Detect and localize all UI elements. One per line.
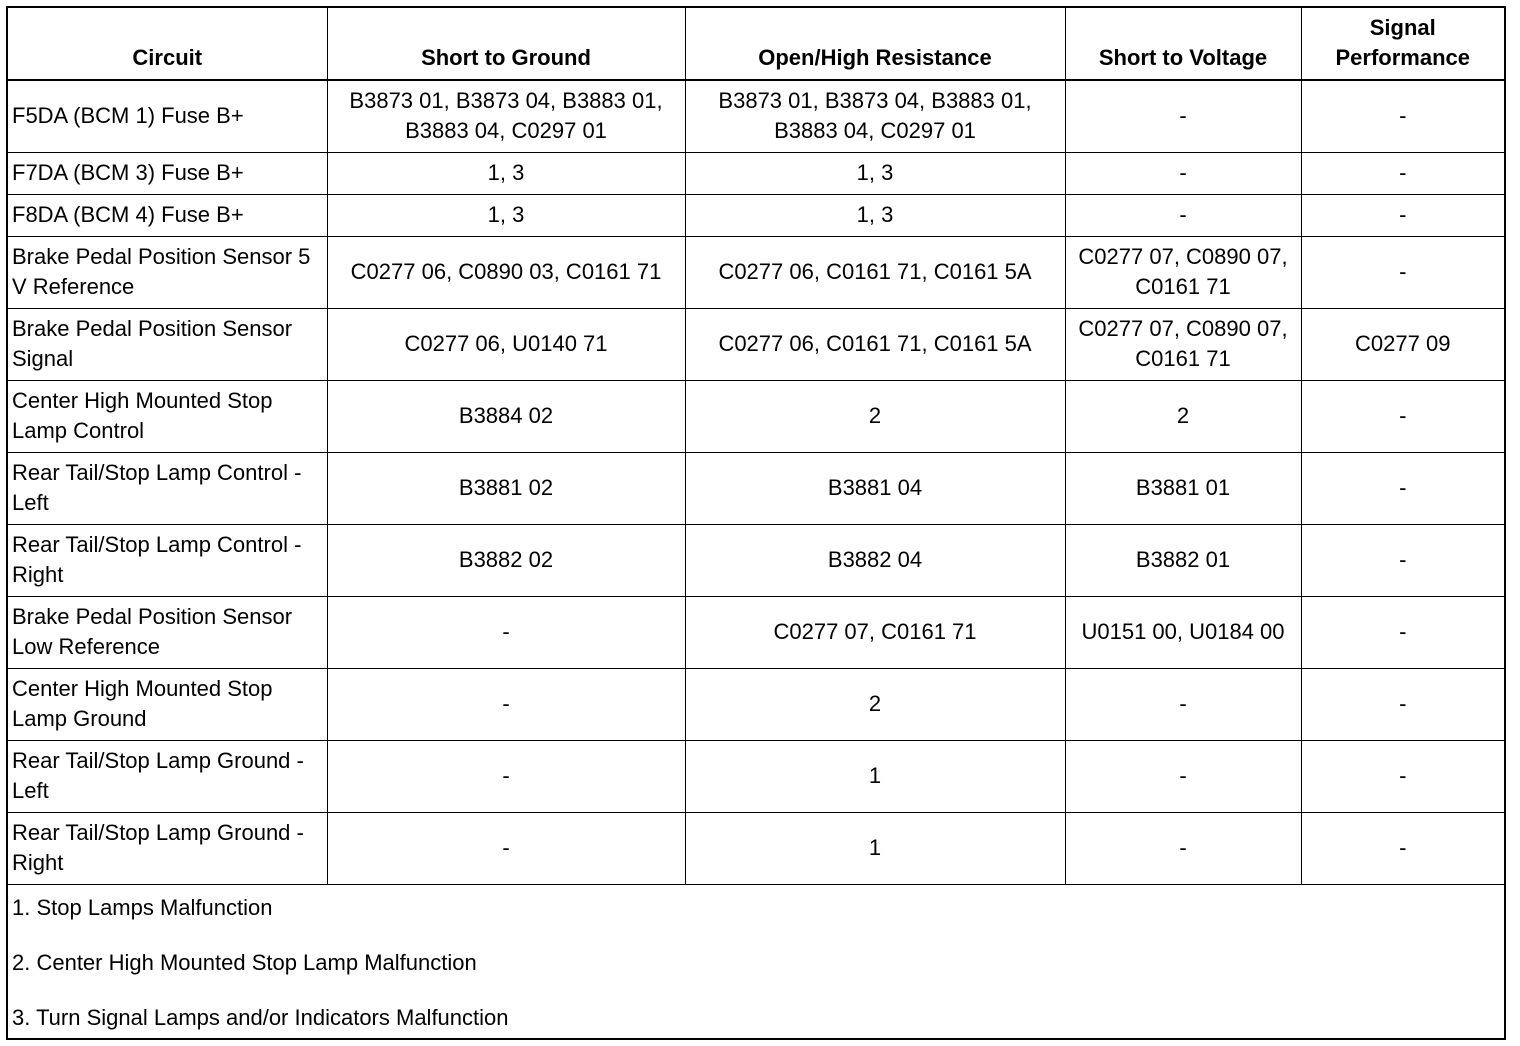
signal-performance-cell: - [1301, 452, 1504, 524]
signal-performance-cell: - [1301, 524, 1504, 596]
circuit-cell: Rear Tail/Stop Lamp Ground - Right [8, 812, 327, 884]
circuit-cell: F5DA (BCM 1) Fuse B+ [8, 80, 327, 152]
header-short-to-ground: Short to Ground [327, 8, 685, 80]
open-high-resistance-cell: B3873 01, B3873 04, B3883 01, B3883 04, C0297 01 [685, 80, 1065, 152]
circuit-cell: Rear Tail/Stop Lamp Control - Left [8, 452, 327, 524]
table-row [8, 596, 1504, 668]
footnote-2: 2. Center High Mounted Stop Lamp Malfunction [12, 949, 477, 975]
short-to-ground-cell: B3884 02 [327, 380, 685, 452]
table-row [8, 524, 1504, 596]
short-to-ground-cell: - [327, 740, 685, 812]
signal-performance-cell: - [1301, 236, 1504, 308]
circuit-cell: F8DA (BCM 4) Fuse B+ [8, 194, 327, 236]
open-high-resistance-cell: 2 [685, 668, 1065, 740]
table-row [8, 194, 1504, 236]
short-to-ground-cell: - [327, 596, 685, 668]
table-row [8, 452, 1504, 524]
short-to-voltage-cell: 2 [1065, 380, 1301, 452]
header-open-high-resistance: Open/High Resistance [685, 8, 1065, 80]
signal-performance-cell: - [1301, 668, 1504, 740]
short-to-ground-cell: B3881 02 [327, 452, 685, 524]
circuit-cell: Rear Tail/Stop Lamp Ground - Left [8, 740, 327, 812]
short-to-voltage-cell: B3882 01 [1065, 524, 1301, 596]
table-row [8, 80, 1504, 152]
open-high-resistance-cell: 1 [685, 812, 1065, 884]
table-row [8, 152, 1504, 194]
circuit-cell: F7DA (BCM 3) Fuse B+ [8, 152, 327, 194]
header-signal-performance: Signal Performance [1301, 8, 1504, 80]
footnote-1: 1. Stop Lamps Malfunction [12, 894, 273, 920]
circuit-cell: Center High Mounted Stop Lamp Ground [8, 668, 327, 740]
short-to-ground-cell: C0277 06, U0140 71 [327, 308, 685, 380]
short-to-voltage-cell: - [1065, 194, 1301, 236]
circuit-cell: Brake Pedal Position Sensor Low Reference [8, 596, 327, 668]
signal-performance-cell: - [1301, 80, 1504, 152]
open-high-resistance-cell: B3881 04 [685, 452, 1065, 524]
open-high-resistance-cell: 1, 3 [685, 194, 1065, 236]
table-row [8, 740, 1504, 812]
short-to-voltage-cell: C0277 07, C0890 07, C0161 71 [1065, 308, 1301, 380]
short-to-ground-cell: B3882 02 [327, 524, 685, 596]
table-row [8, 236, 1504, 308]
open-high-resistance-cell: C0277 06, C0161 71, C0161 5A [685, 308, 1065, 380]
short-to-voltage-cell: - [1065, 152, 1301, 194]
header-row [8, 8, 1504, 80]
short-to-ground-cell: B3873 01, B3873 04, B3883 01, B3883 04, C0297 01 [327, 80, 685, 152]
signal-performance-cell: C0277 09 [1301, 308, 1504, 380]
open-high-resistance-cell: 2 [685, 380, 1065, 452]
table-row [8, 308, 1504, 380]
short-to-voltage-cell: - [1065, 668, 1301, 740]
signal-performance-cell: - [1301, 812, 1504, 884]
short-to-voltage-cell: - [1065, 812, 1301, 884]
short-to-ground-cell: - [327, 812, 685, 884]
circuit-cell: Center High Mounted Stop Lamp Control [8, 380, 327, 452]
header-circuit: Circuit [8, 8, 327, 80]
open-high-resistance-cell: C0277 07, C0161 71 [685, 596, 1065, 668]
signal-performance-cell: - [1301, 152, 1504, 194]
circuit-cell: Brake Pedal Position Sensor Signal [8, 308, 327, 380]
short-to-ground-cell: - [327, 668, 685, 740]
short-to-voltage-cell: U0151 00, U0184 00 [1065, 596, 1301, 668]
table-row [8, 668, 1504, 740]
footnote-3: 3. Turn Signal Lamps and/or Indicators Malfunction [12, 1004, 509, 1030]
short-to-ground-cell: C0277 06, C0890 03, C0161 71 [327, 236, 685, 308]
signal-performance-cell: - [1301, 194, 1504, 236]
open-high-resistance-cell: 1, 3 [685, 152, 1065, 194]
signal-performance-cell: - [1301, 740, 1504, 812]
short-to-ground-cell: 1, 3 [327, 152, 685, 194]
open-high-resistance-cell: 1 [685, 740, 1065, 812]
short-to-voltage-cell: B3881 01 [1065, 452, 1301, 524]
open-high-resistance-cell: B3882 04 [685, 524, 1065, 596]
circuit-cell: Rear Tail/Stop Lamp Control - Right [8, 524, 327, 596]
table-row [8, 812, 1504, 884]
short-to-voltage-cell: - [1065, 80, 1301, 152]
open-high-resistance-cell: C0277 06, C0161 71, C0161 5A [685, 236, 1065, 308]
short-to-voltage-cell: C0277 07, C0890 07, C0161 71 [1065, 236, 1301, 308]
dtc-table-frame [6, 6, 1506, 1040]
table-row [8, 380, 1504, 452]
short-to-voltage-cell: - [1065, 740, 1301, 812]
short-to-ground-cell: 1, 3 [327, 194, 685, 236]
footnotes [8, 885, 1504, 1041]
dtc-symptom-table [8, 8, 1504, 885]
signal-performance-cell: - [1301, 380, 1504, 452]
signal-performance-cell: - [1301, 596, 1504, 668]
circuit-cell: Brake Pedal Position Sensor 5 V Reference [8, 236, 327, 308]
header-short-to-voltage: Short to Voltage [1065, 8, 1301, 80]
